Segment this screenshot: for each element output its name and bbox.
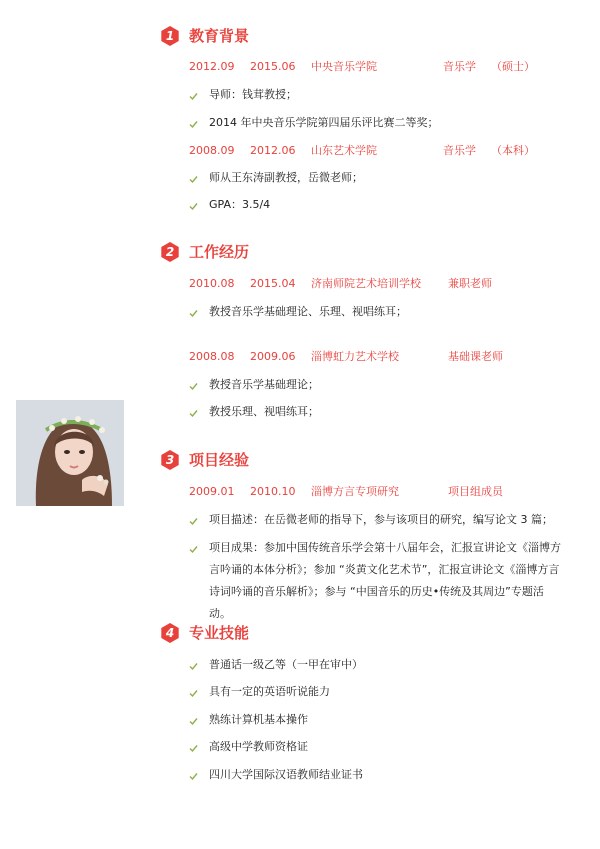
project-role: 项目组成员: [448, 485, 503, 498]
section-header: [160, 26, 580, 50]
check-icon: [189, 304, 198, 326]
check-icon: [189, 657, 198, 679]
check-icon: [189, 377, 198, 399]
section-projects: [160, 450, 580, 474]
check-icon: [189, 540, 198, 562]
end-date: 2015.06: [250, 60, 296, 73]
major: 音乐学: [443, 60, 476, 73]
school-name: 山东艺术学院: [311, 144, 377, 157]
section-title: 工作经历: [189, 243, 250, 261]
check-icon: [189, 712, 198, 734]
start-date: 2008.08: [189, 350, 235, 363]
section-title: 教育背景: [189, 27, 250, 45]
employer-name: 济南师院艺术培训学校: [311, 277, 421, 290]
section-number: 3: [165, 453, 175, 467]
degree: （本科）: [491, 144, 535, 157]
check-icon: [189, 87, 198, 109]
section-header: [160, 242, 580, 266]
check-icon: [189, 170, 198, 192]
section-title: 专业技能: [189, 624, 250, 642]
job-title: 基础课老师: [448, 350, 503, 363]
end-date: 2012.06: [250, 144, 296, 157]
profile-photo: [16, 400, 124, 506]
end-date: 2015.04: [250, 277, 296, 290]
start-date: 2010.08: [189, 277, 235, 290]
section-education: [160, 26, 580, 50]
start-date: 2008.09: [189, 144, 235, 157]
section-header: [160, 623, 580, 647]
section-badge-icon: [160, 623, 180, 643]
check-icon: [189, 115, 198, 137]
section-title: 项目经验: [189, 451, 250, 469]
project-name: 淄博方言专项研究: [311, 485, 399, 498]
section-skills: [160, 623, 580, 647]
section-badge-icon: [160, 242, 180, 262]
section-number: 1: [165, 29, 175, 43]
major: 音乐学: [443, 144, 476, 157]
section-badge-icon: [160, 26, 180, 46]
end-date: 2009.06: [250, 350, 296, 363]
section-number: 2: [165, 245, 175, 259]
end-date: 2010.10: [250, 485, 296, 498]
section-work: [160, 242, 580, 266]
check-icon: [189, 684, 198, 706]
start-date: 2009.01: [189, 485, 235, 498]
school-name: 中央音乐学院: [311, 60, 377, 73]
check-icon: [189, 197, 198, 219]
check-icon: [189, 404, 198, 426]
section-number: 4: [165, 626, 175, 640]
section-badge-icon: [160, 450, 180, 470]
check-icon: [189, 739, 198, 761]
check-icon: [189, 767, 198, 789]
employer-name: 淄博虹力艺术学校: [311, 350, 399, 363]
section-header: [160, 450, 580, 474]
degree: （硕士）: [491, 60, 535, 73]
start-date: 2012.09: [189, 60, 235, 73]
job-title: 兼职老师: [448, 277, 492, 290]
check-icon: [189, 512, 198, 534]
